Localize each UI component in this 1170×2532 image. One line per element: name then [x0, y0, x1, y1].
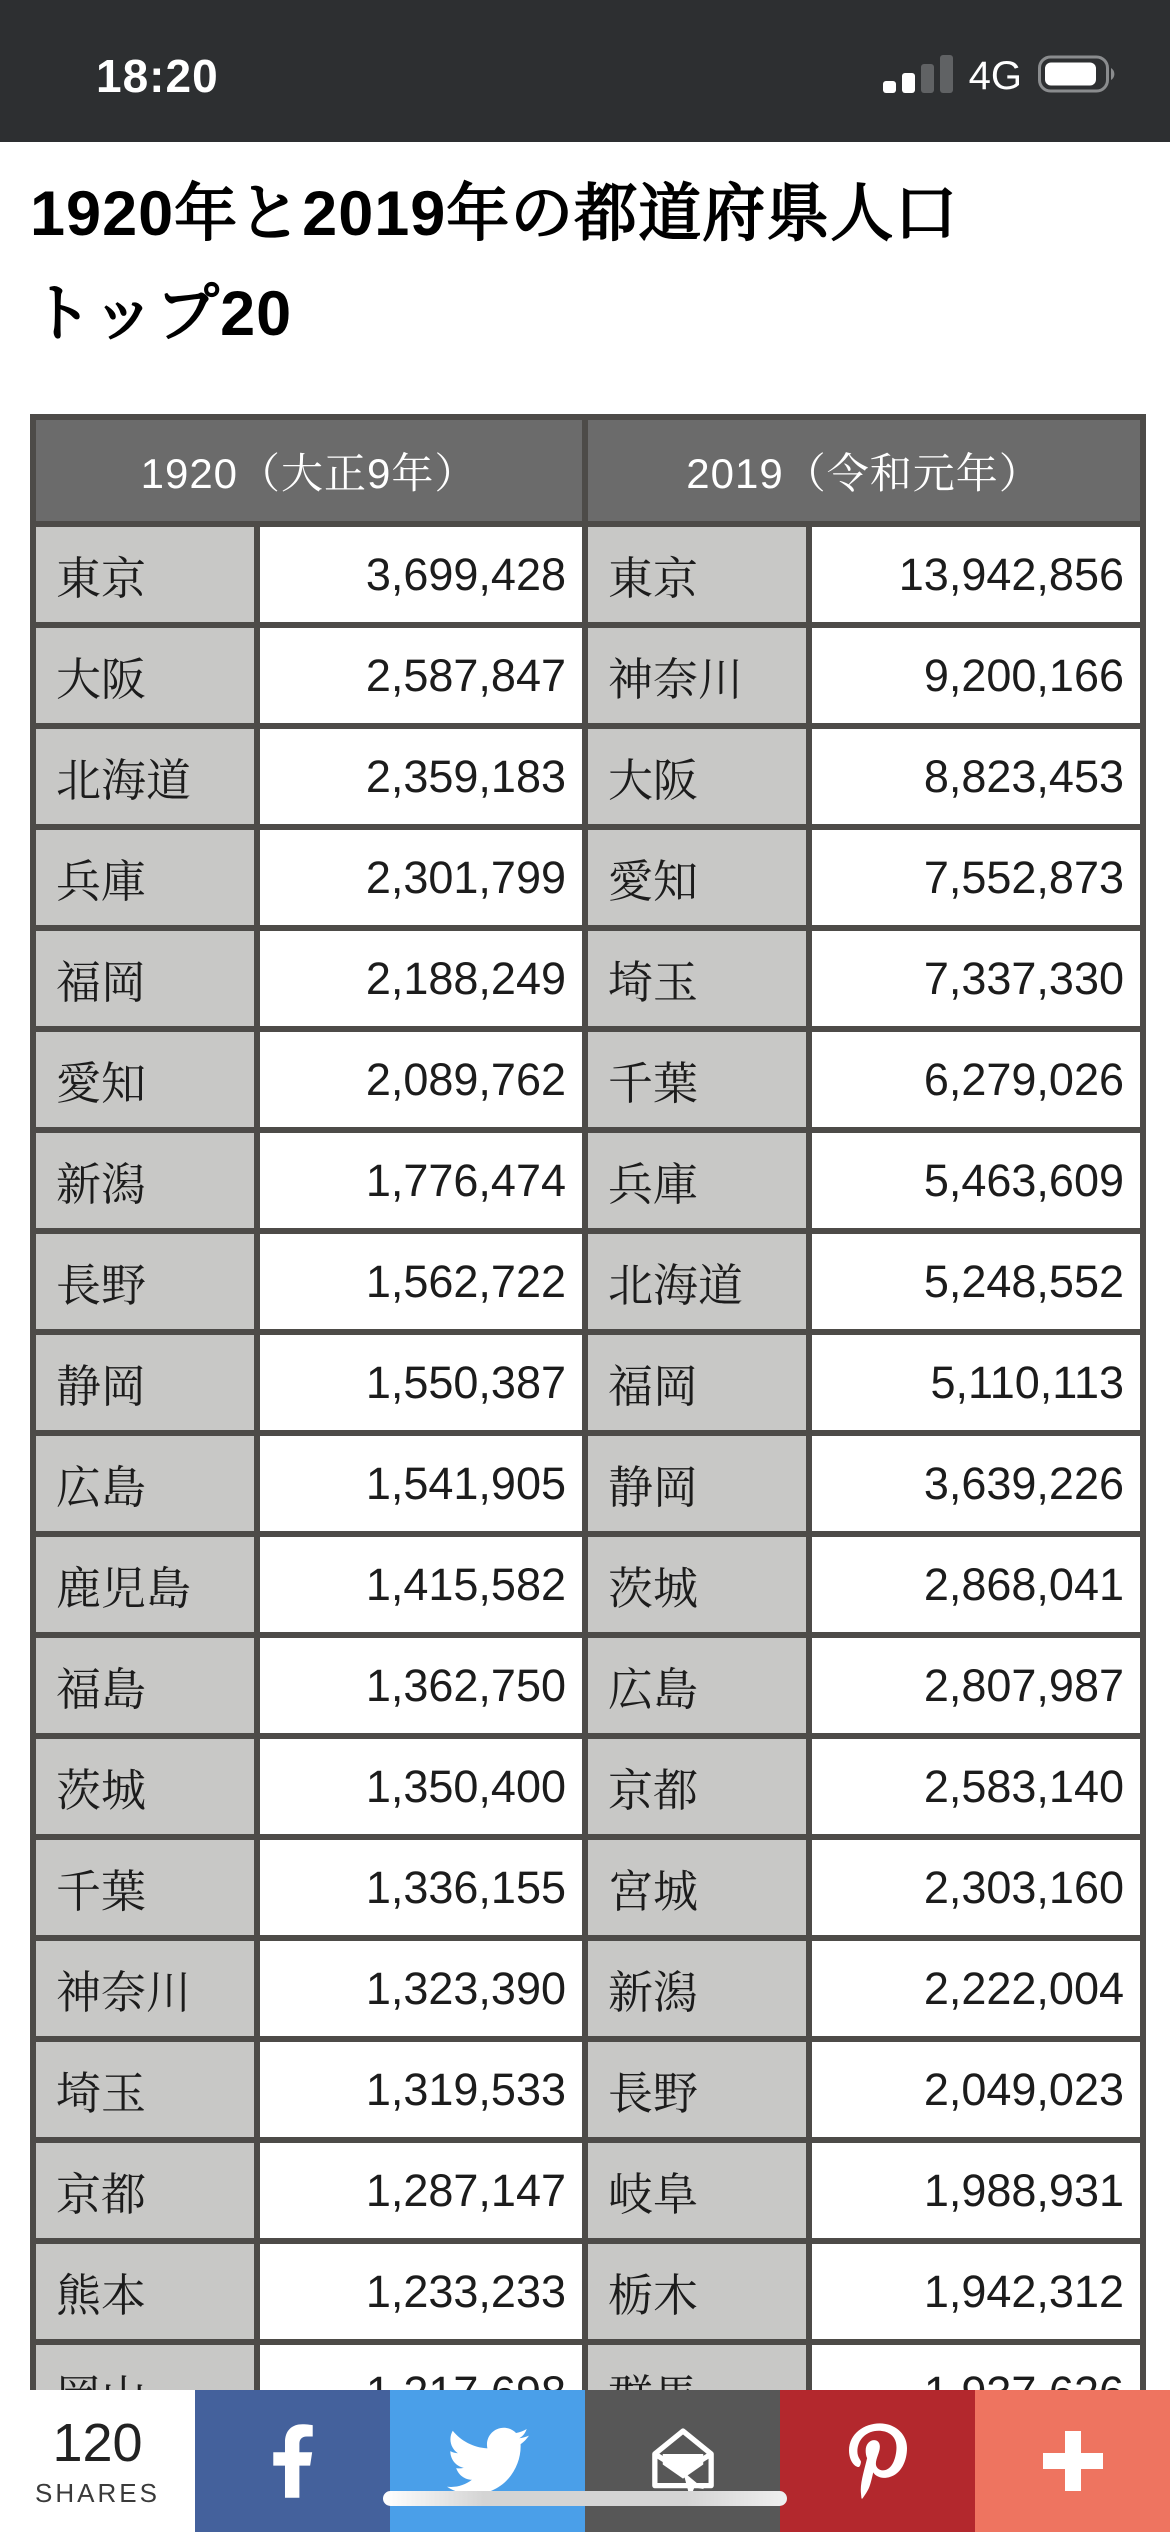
battery-icon [1038, 54, 1118, 99]
population-2019-cell: 1,988,931 [809, 2140, 1143, 2241]
pinterest-share-button[interactable] [780, 2390, 975, 2532]
twitter-icon [447, 2420, 529, 2502]
population-1920-cell: 1,550,387 [257, 1332, 585, 1433]
table-row [33, 1231, 1143, 1332]
table-row [33, 2140, 1143, 2241]
prefecture-1920-cell: 福岡 [33, 928, 257, 1029]
population-1920-cell: 1,350,400 [257, 1736, 585, 1837]
population-2019-cell: 8,823,453 [809, 726, 1143, 827]
population-2019-cell: 2,049,023 [809, 2039, 1143, 2140]
cellular-signal-icon [883, 55, 953, 98]
prefecture-2019-cell: 長野 [585, 2039, 809, 2140]
prefecture-2019-cell: 愛知 [585, 827, 809, 928]
more-share-button[interactable] [975, 2390, 1170, 2532]
prefecture-2019-cell: 福岡 [585, 1332, 809, 1433]
prefecture-1920-cell: 広島 [33, 1433, 257, 1534]
population-2019-cell: 1,942,312 [809, 2241, 1143, 2342]
status-right-cluster [883, 54, 1118, 99]
network-type-label: 4G [968, 53, 1022, 98]
population-2019-cell: 2,303,160 [809, 1837, 1143, 1938]
table-row [33, 1130, 1143, 1231]
table-row [33, 1029, 1143, 1130]
prefecture-1920-cell: 長野 [33, 1231, 257, 1332]
population-2019-cell: 2,222,004 [809, 1938, 1143, 2039]
table-row [33, 1534, 1143, 1635]
prefecture-2019-cell: 京都 [585, 1736, 809, 1837]
population-1920-cell: 2,301,799 [257, 827, 585, 928]
table-row [33, 1332, 1143, 1433]
prefecture-1920-cell: 神奈川 [33, 1938, 257, 2039]
table-row [33, 2241, 1143, 2342]
prefecture-2019-cell: 広島 [585, 1635, 809, 1736]
prefecture-2019-cell: 北海道 [585, 1231, 809, 1332]
prefecture-1920-cell: 静岡 [33, 1332, 257, 1433]
population-1920-cell: 2,359,183 [257, 726, 585, 827]
prefecture-2019-cell: 東京 [585, 524, 809, 625]
prefecture-1920-cell: 東京 [33, 524, 257, 625]
population-2019-cell: 3,639,226 [809, 1433, 1143, 1534]
share-bar [0, 2390, 1170, 2532]
pinterest-icon [849, 2422, 907, 2500]
population-1920-cell: 1,562,722 [257, 1231, 585, 1332]
column-header-1920: 1920（大正9年） [33, 417, 585, 524]
prefecture-2019-cell: 岐阜 [585, 2140, 809, 2241]
population-2019-cell: 5,463,609 [809, 1130, 1143, 1231]
prefecture-2019-cell: 千葉 [585, 1029, 809, 1130]
population-2019-cell: 2,583,140 [809, 1736, 1143, 1837]
population-1920-cell: 1,541,905 [257, 1433, 585, 1534]
table-row [33, 1837, 1143, 1938]
column-header-2019: 2019（令和元年） [585, 417, 1143, 524]
table-row [33, 625, 1143, 726]
table-row [33, 928, 1143, 1029]
prefecture-2019-cell: 新潟 [585, 1938, 809, 2039]
page-title-line1: 1920年と2019年の都道府県人口 [30, 179, 959, 249]
plus-icon [1037, 2425, 1109, 2497]
population-2019-cell: 7,337,330 [809, 928, 1143, 1029]
page-title [0, 142, 1170, 414]
prefecture-2019-cell: 神奈川 [585, 625, 809, 726]
share-count [0, 2390, 195, 2532]
prefecture-1920-cell: 大阪 [33, 625, 257, 726]
population-2019-cell: 2,807,987 [809, 1635, 1143, 1736]
prefecture-2019-cell: 茨城 [585, 1534, 809, 1635]
table-row [33, 827, 1143, 928]
population-1920-cell: 2,587,847 [257, 625, 585, 726]
prefecture-1920-cell: 新潟 [33, 1130, 257, 1231]
table-row [33, 1938, 1143, 2039]
population-1920-cell: 1,323,390 [257, 1938, 585, 2039]
share-count-number: 120 [52, 2413, 143, 2473]
share-count-label: SHARES [35, 2478, 160, 2509]
table-row [33, 1736, 1143, 1837]
table-row [33, 2039, 1143, 2140]
population-2019-cell: 5,248,552 [809, 1231, 1143, 1332]
population-1920-cell: 1,776,474 [257, 1130, 585, 1231]
facebook-share-button[interactable] [195, 2390, 390, 2532]
prefecture-2019-cell: 兵庫 [585, 1130, 809, 1231]
prefecture-1920-cell: 鹿児島 [33, 1534, 257, 1635]
prefecture-2019-cell: 大阪 [585, 726, 809, 827]
prefecture-1920-cell: 熊本 [33, 2241, 257, 2342]
prefecture-1920-cell: 北海道 [33, 726, 257, 827]
table-row [33, 524, 1143, 625]
population-1920-cell: 1,415,582 [257, 1534, 585, 1635]
population-2019-cell: 6,279,026 [809, 1029, 1143, 1130]
prefecture-1920-cell: 茨城 [33, 1736, 257, 1837]
population-1920-cell: 2,089,762 [257, 1029, 585, 1130]
population-2019-cell: 7,552,873 [809, 827, 1143, 928]
population-2019-cell: 2,868,041 [809, 1534, 1143, 1635]
prefecture-1920-cell: 愛知 [33, 1029, 257, 1130]
population-1920-cell: 1,319,533 [257, 2039, 585, 2140]
prefecture-2019-cell: 埼玉 [585, 928, 809, 1029]
prefecture-1920-cell: 千葉 [33, 1837, 257, 1938]
twitter-share-button[interactable] [390, 2390, 585, 2532]
population-1920-cell: 1,287,147 [257, 2140, 585, 2241]
population-1920-cell: 1,362,750 [257, 1635, 585, 1736]
prefecture-2019-cell: 栃木 [585, 2241, 809, 2342]
email-share-button[interactable] [585, 2390, 780, 2532]
home-indicator[interactable] [383, 2491, 787, 2506]
population-2019-cell: 9,200,166 [809, 625, 1143, 726]
facebook-icon [270, 2424, 316, 2498]
population-1920-cell: 3,699,428 [257, 524, 585, 625]
population-2019-cell: 5,110,113 [809, 1332, 1143, 1433]
status-time: 18:20 [96, 50, 219, 102]
population-table [30, 414, 1146, 2446]
table-row [33, 1635, 1143, 1736]
population-1920-cell: 1,233,233 [257, 2241, 585, 2342]
prefecture-1920-cell: 埼玉 [33, 2039, 257, 2140]
table-row [33, 726, 1143, 827]
population-1920-cell: 2,188,249 [257, 928, 585, 1029]
prefecture-2019-cell: 宮城 [585, 1837, 809, 1938]
prefecture-1920-cell: 兵庫 [33, 827, 257, 928]
table-row [33, 1433, 1143, 1534]
page-title-line2: トップ20 [30, 279, 293, 349]
prefecture-1920-cell: 福島 [33, 1635, 257, 1736]
population-2019-cell: 13,942,856 [809, 524, 1143, 625]
population-1920-cell: 1,336,155 [257, 1837, 585, 1938]
prefecture-2019-cell: 静岡 [585, 1433, 809, 1534]
status-bar [0, 0, 1170, 142]
table-header-row [33, 417, 1143, 524]
prefecture-1920-cell: 京都 [33, 2140, 257, 2241]
